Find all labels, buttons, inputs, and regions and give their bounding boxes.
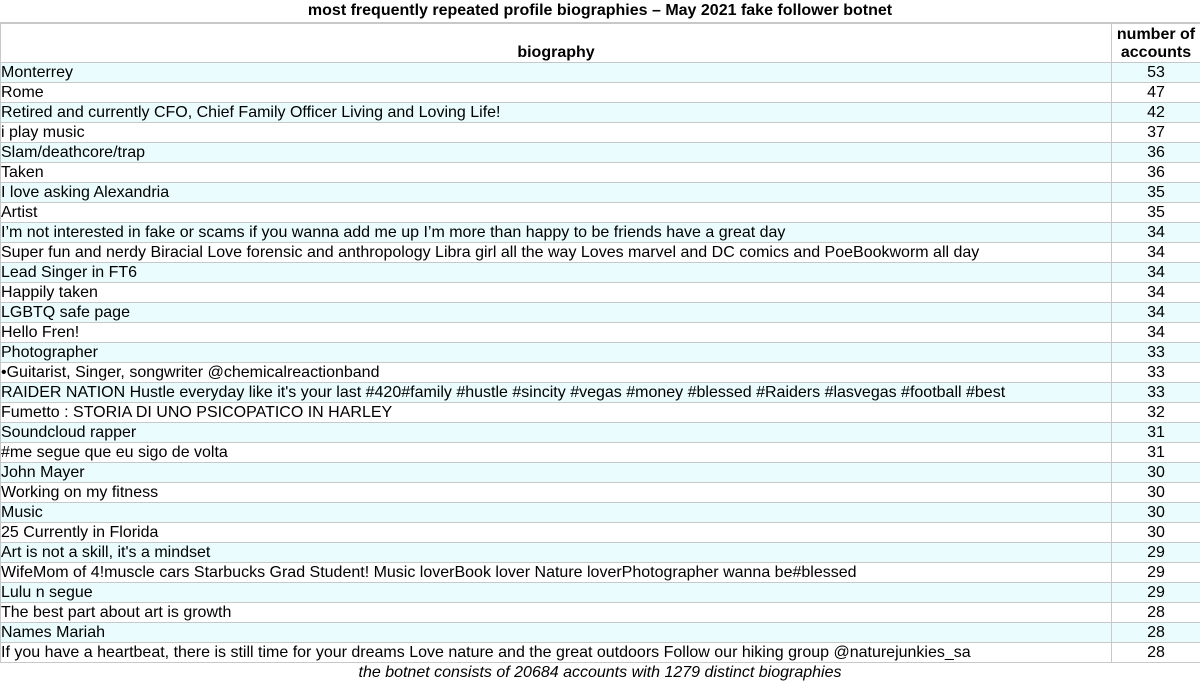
biography-cell: If you have a heartbeat, there is still time for your dreams Love nature and the great outdoors Follow our hiking group @naturejunkies_sa [1, 643, 1112, 663]
biography-cell: Photographer [1, 343, 1112, 363]
account-count-cell: 34 [1112, 243, 1200, 263]
table-row [1, 83, 1200, 103]
account-count-cell: 28 [1112, 643, 1200, 663]
account-count-cell: 53 [1112, 63, 1200, 83]
biography-cell: I’m not interested in fake or scams if you wanna add me up I’m more than happy to be friends have a great day [1, 223, 1112, 243]
biography-cell: •Guitarist, Singer, songwriter @chemicalreactionband [1, 363, 1112, 383]
account-count-cell: 30 [1112, 523, 1200, 543]
table-row [1, 283, 1200, 303]
table-row [1, 343, 1200, 363]
account-count-cell: 29 [1112, 563, 1200, 583]
table-row [1, 403, 1200, 423]
biography-cell: 25 Currently in Florida [1, 523, 1112, 543]
biography-cell: The best part about art is growth [1, 603, 1112, 623]
account-count-cell: 34 [1112, 323, 1200, 343]
table-row [1, 643, 1200, 663]
biography-cell: Hello Fren! [1, 323, 1112, 343]
account-count-cell: 36 [1112, 163, 1200, 183]
table-row [1, 163, 1200, 183]
table-row [1, 363, 1200, 383]
account-count-cell: 37 [1112, 123, 1200, 143]
account-count-cell: 35 [1112, 203, 1200, 223]
table-body [1, 63, 1200, 663]
account-count-cell: 36 [1112, 143, 1200, 163]
biography-cell: Rome [1, 83, 1112, 103]
biography-cell: Soundcloud rapper [1, 423, 1112, 443]
account-count-cell: 30 [1112, 463, 1200, 483]
table-row [1, 123, 1200, 143]
table-row [1, 583, 1200, 603]
table-row [1, 103, 1200, 123]
table-row [1, 563, 1200, 583]
account-count-cell: 31 [1112, 443, 1200, 463]
account-count-cell: 47 [1112, 83, 1200, 103]
table-row [1, 263, 1200, 283]
account-count-cell: 34 [1112, 223, 1200, 243]
biography-cell: Slam/deathcore/trap [1, 143, 1112, 163]
table-row [1, 183, 1200, 203]
biography-cell: #me segue que eu sigo de volta [1, 443, 1112, 463]
biography-cell: Retired and currently CFO, Chief Family Officer Living and Loving Life! [1, 103, 1112, 123]
account-count-cell: 29 [1112, 583, 1200, 603]
account-count-cell: 31 [1112, 423, 1200, 443]
account-count-cell: 35 [1112, 183, 1200, 203]
table-row [1, 63, 1200, 83]
account-count-cell: 34 [1112, 283, 1200, 303]
account-count-cell: 33 [1112, 343, 1200, 363]
account-count-cell: 29 [1112, 543, 1200, 563]
biography-cell: John Mayer [1, 463, 1112, 483]
biography-cell: Artist [1, 203, 1112, 223]
table-row [1, 443, 1200, 463]
biography-cell: Fumetto : STORIA DI UNO PSICOPATICO IN HARLEY [1, 403, 1112, 423]
account-count-cell: 30 [1112, 503, 1200, 523]
account-count-cell: 28 [1112, 603, 1200, 623]
table-title: most frequently repeated profile biographies – May 2021 fake follower botnet [0, 0, 1200, 23]
biography-cell: Monterrey [1, 63, 1112, 83]
biography-cell: I love asking Alexandria [1, 183, 1112, 203]
column-header-biography: biography [1, 24, 1112, 63]
biography-cell: Taken [1, 163, 1112, 183]
account-count-cell: 42 [1112, 103, 1200, 123]
biography-cell: Art is not a skill, it's a mindset [1, 543, 1112, 563]
biography-cell: LGBTQ safe page [1, 303, 1112, 323]
biography-cell: Working on my fitness [1, 483, 1112, 503]
table-row [1, 503, 1200, 523]
table-row [1, 523, 1200, 543]
table-row [1, 243, 1200, 263]
biography-table [0, 23, 1200, 663]
table-row [1, 383, 1200, 403]
table-row [1, 323, 1200, 343]
biography-cell: RAIDER NATION Hustle everyday like it's your last #420#family #hustle #sincity #vegas #money #blessed #Raiders #lasvegas #football #best [1, 383, 1112, 403]
account-count-cell: 34 [1112, 303, 1200, 323]
column-header-count: number of accounts [1112, 24, 1200, 63]
table-row [1, 623, 1200, 643]
biography-cell: i play music [1, 123, 1112, 143]
biography-cell: Super fun and nerdy Biracial Love forensic and anthropology Libra girl all the way Loves marvel and DC comics and PoeBookworm all day [1, 243, 1112, 263]
biography-cell: Lulu n segue [1, 583, 1112, 603]
table-row [1, 543, 1200, 563]
table-footnote: the botnet consists of 20684 accounts with 1279 distinct biographies [0, 663, 1200, 683]
table-row [1, 203, 1200, 223]
biography-cell: Lead Singer in FT6 [1, 263, 1112, 283]
table-row [1, 143, 1200, 163]
table-row [1, 463, 1200, 483]
biography-cell: WifeMom of 4!muscle cars Starbucks Grad Student! Music loverBook lover Nature loverPhotographer wanna be#blessed [1, 563, 1112, 583]
account-count-cell: 33 [1112, 363, 1200, 383]
biography-cell: Names Mariah [1, 623, 1112, 643]
table-row [1, 483, 1200, 503]
biography-cell: Happily taken [1, 283, 1112, 303]
table-row [1, 423, 1200, 443]
account-count-cell: 34 [1112, 263, 1200, 283]
table-row [1, 223, 1200, 243]
account-count-cell: 30 [1112, 483, 1200, 503]
account-count-cell: 28 [1112, 623, 1200, 643]
account-count-cell: 33 [1112, 383, 1200, 403]
account-count-cell: 32 [1112, 403, 1200, 423]
header-row [1, 24, 1200, 63]
table-row [1, 603, 1200, 623]
table-row [1, 303, 1200, 323]
biography-cell: Music [1, 503, 1112, 523]
